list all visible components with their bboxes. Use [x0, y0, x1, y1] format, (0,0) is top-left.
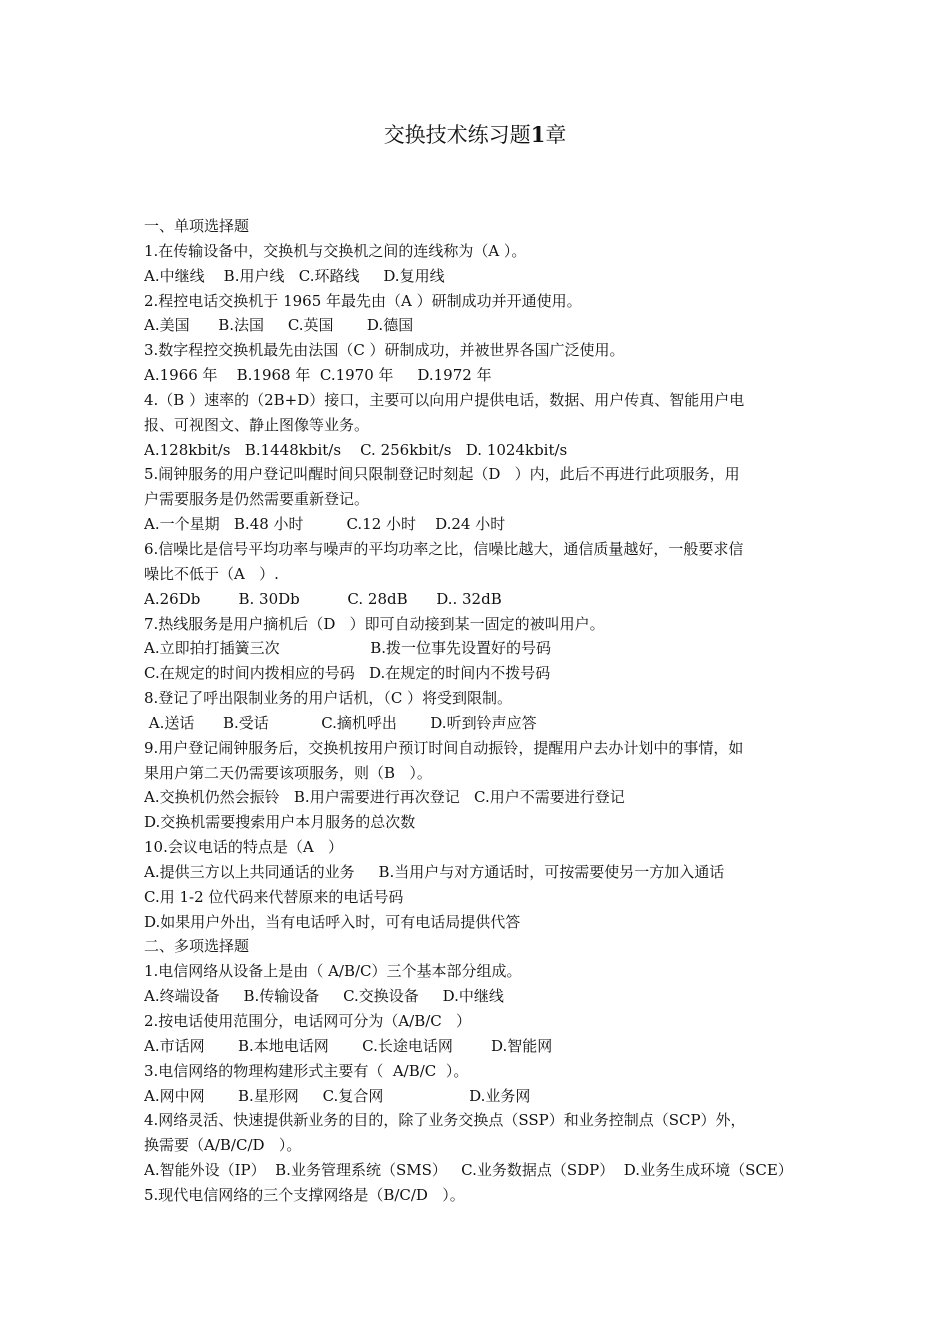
- question-7-options-ab: A.立即拍打插簧三次 B.拨一位事先设置好的号码: [144, 639, 551, 658]
- question-3: 3.数字程控交换机最先由法国（C ）研制成功，并被世界各国广泛使用。: [144, 341, 625, 360]
- section-heading-multiple-choice: 二、多项选择题: [144, 937, 250, 956]
- title-suffix: 章: [545, 123, 567, 147]
- mc-question-5: 5.现代电信网络的三个支撑网络是（B/C/D ）。: [144, 1185, 465, 1204]
- question-5-options: A.一个星期 B.48 小时 C.12 小时 D.24 小时: [144, 515, 506, 534]
- question-9: 9.用户登记闹钟服务后，交换机按用户预订时间自动振铃，提醒用户去办计划中的事情，如: [144, 738, 744, 757]
- question-2: 2.程控电话交换机于 1965 年最先由（A ）研制成功并开通使用。: [144, 291, 582, 310]
- question-10: 10.会议电话的特点是（A ）: [144, 838, 343, 857]
- question-4-continued: 报、可视图文、静止图像等业务。: [144, 415, 370, 434]
- question-10-options-ab: A.提供三方以上共同通话的业务 B.当用户与对方通话时，可按需要使另一方加入通话: [144, 862, 725, 881]
- question-8-options: A.送话 B.受话 C.摘机呼出 D.听到铃声应答: [144, 713, 537, 732]
- document-body: [144, 214, 812, 1208]
- mc-question-4: 4.网络灵活、快速提供新业务的目的，除了业务交换点（SSP）和业务控制点（SCP）外，: [144, 1111, 746, 1130]
- mc-question-1: 1.电信网络从设备上是由（ A/B/C）三个基本部分组成。: [144, 962, 522, 981]
- question-6-continued: 噪比不低于（A ）.: [144, 564, 279, 583]
- question-7: 7.热线服务是用户摘机后（D ）即可自动接到某一固定的被叫用户。: [144, 614, 605, 633]
- mc-question-2: 2.按电话使用范围分，电话网可分为（A/B/C ）: [144, 1012, 472, 1030]
- mc-question-4-options: A.智能外设（IP） B.业务管理系统（SMS） C.业务数据点（SDP） D.业务生成环境（SCE）: [144, 1161, 793, 1180]
- question-8: 8.登记了呼出限制业务的用户话机，（C ）将受到限制。: [144, 689, 513, 708]
- mc-question-4-continued: 换需要（A/B/C/D ）。: [144, 1136, 302, 1155]
- question-5-continued: 户需要服务是仍然需要重新登记。: [144, 490, 370, 509]
- mc-question-3-options: A.网中网 B.星形网 C.复合网 D.业务网: [144, 1086, 531, 1105]
- question-1-options: A.中继线 B.用户线 C.环路线 D.复用线: [144, 266, 445, 285]
- question-2-options: A.美国 B.法国 C.英国 D.德国: [144, 316, 414, 335]
- mc-question-2-options: A.市话网 B.本地电话网 C.长途电话网 D.智能网: [144, 1036, 553, 1055]
- title-chapter-number: 1: [530, 122, 546, 147]
- question-9-option-d: D.交换机需要搜索用户本月服务的总次数: [144, 813, 416, 832]
- title-text: 交换技术练习题: [383, 123, 531, 147]
- question-9-options-abc: A.交换机仍然会振铃 B.用户需要进行再次登记 C.用户不需要进行登记: [144, 788, 625, 807]
- question-1: 1.在传输设备中，交换机与交换机之间的连线称为（A ）。: [144, 241, 527, 260]
- mc-question-3: 3.电信网络的物理构建形式主要有（ A/B/C ）。: [144, 1061, 469, 1080]
- section-heading-single-choice: 一、单项选择题: [144, 217, 250, 235]
- question-4-options: A.128kbit/s B.1448kbit/s C. 256kbit/s D. 1024kbit/s: [144, 440, 568, 459]
- question-4: 4.（B ）速率的（2B+D）接口，主要可以向用户提供电话，数据、用户传真、智能用户电: [144, 390, 745, 409]
- question-9-continued: 果用户第二天仍需要该项服务，则（B ）。: [144, 763, 432, 782]
- question-5: 5.闹钟服务的用户登记叫醒时间只限制登记时刻起（D ）内，此后不再进行此项服务，用: [144, 465, 740, 484]
- page-title: [0, 120, 950, 150]
- question-6-options: A.26Db B. 30Db C. 28dB D.. 32dB: [144, 589, 502, 608]
- question-6: 6.信噪比是信号平均功率与噪声的平均功率之比，信噪比越大，通信质量越好，一般要求信: [144, 539, 744, 558]
- question-7-options-cd: C.在规定的时间内拨相应的号码 D.在规定的时间内不拨号码: [144, 664, 551, 683]
- question-10-option-d: D.如果用户外出，当有电话呼入时，可有电话局提供代答: [144, 912, 521, 931]
- question-10-option-c: C.用 1-2 位代码来代替原来的电话号码: [144, 887, 404, 906]
- question-3-options: A.1966 年 B.1968 年 C.1970 年 D.1972 年: [144, 366, 492, 385]
- mc-question-1-options: A.终端设备 B.传输设备 C.交换设备 D.中继线: [144, 987, 504, 1006]
